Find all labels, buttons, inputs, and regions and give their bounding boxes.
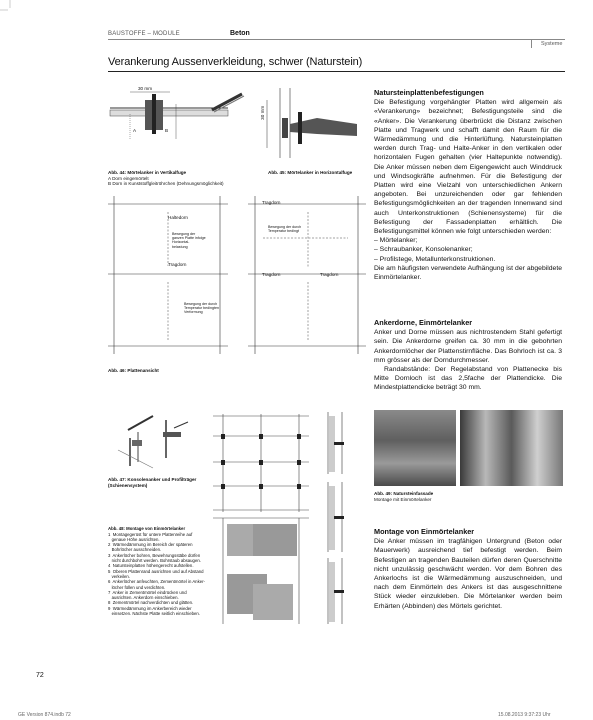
- header-chapter: Beton: [230, 30, 250, 37]
- header-tick: [531, 39, 532, 48]
- figure-44-label-b: B: [165, 128, 169, 133]
- section-1-list-item: – Mörtelanker;: [374, 237, 418, 245]
- figure-49-title: Abb. 49: Natursteinfassade: [374, 491, 434, 496]
- figure-47-drawing: [108, 410, 208, 472]
- figure-44-label-a: A: [133, 128, 137, 133]
- header-section: BAUSTOFFE – MODULE: [108, 31, 180, 37]
- figure-45-dimension: 30 mm: [260, 105, 266, 120]
- section-1-list-item: – Profilstege, Metallunterkonstruktionen.: [374, 255, 496, 263]
- figure-46-label-4: Tragdorn: [262, 272, 281, 277]
- figure-44-line-b: B Dorn in Kunststoffgleitröhrchen (Dehnungsmöglichkeit): [108, 181, 224, 187]
- figure-46-label-3: Tragdorn: [262, 200, 281, 205]
- step-line: 3 Ankerlöcher bohren, Bewehrungsstäbe dürfen: [108, 552, 201, 558]
- figure-46-label-2: Tragdorn: [168, 262, 187, 267]
- step-line: verkeilen.: [108, 573, 130, 579]
- crop-mark-top-left: [0, 0, 20, 20]
- section-3-paragraph: Die Anker müssen im tragfähigen Untergrund (Beton oder Mauerwerk) ausreichend tief befestigt werden. Beim Befestigen an tragenden Bauteilen dürfen deren Querschnitte nicht unzulässig geschwächt werden. Vor dem Bohren des Ankerlochs ist die Wärmedämmung auszuschneiden, und nach dem Einmörteln des Ankers ist das ausgeschnittene Stück wieder einzukleben. Die Mörtelanker werden beim Erhärten (Abbinden) des Mörtels gerichtet.: [374, 538, 562, 610]
- figure-47-caption: [108, 477, 196, 488]
- figure-47-title: Abb. 47: Konsolenanker und Profilträger: [108, 477, 197, 482]
- header-rule: [108, 39, 565, 40]
- title-rule: [108, 71, 565, 72]
- figure-46-label-5: Tragdorn: [320, 272, 339, 277]
- step-line: 5 Oberen Plattenrand ausrichten und auf Abstand: [108, 568, 204, 574]
- section-1-heading: Natursteinplattenbefestigungen: [374, 88, 484, 97]
- figure-49-photo-left: [374, 410, 456, 486]
- figure-49-photo-right: [460, 410, 563, 486]
- page-number: 72: [36, 672, 44, 679]
- figure-49-caption: [374, 491, 433, 502]
- figure-46-label-1: Haltedorn: [168, 215, 188, 220]
- step-line: genaue Höhe ausrichten.: [108, 536, 160, 542]
- section-1-paragraph: Die Befestigung vorgehängter Platten wird allgemein als «Verankerung» bezeichnet; Befestigungsteile sind die «Anker». Die Verankerung überbrückt die Distanz zwischen Platte und Tragwerk und schafft damit den Raum für die Wärmedämmung und die Hinterlüftung. Natursteinplatten werden durch Trag- und Halte-Anker in den vertikalen oder horizontalen Fugen gehalten (vier Haltepunkte notwendig). Die Anker müssen neben dem Eigengewicht auch Winddruck und Windsogkräfte aufnehmen. Für die Befestigung der Platten wird eine Vielzahl von unterschiedlichen Ankern angeboten. Bei unzureichenden oder gar fehlenden Befestigungsmöglichkeiten an der tragenden Innenwand sind auch Unterkonstruktionen (Schienensysteme) für die Befestigung der Fassadenplatten erhältlich. Die Befestigungsmittel können wie folgt unterschieden werden:: [374, 99, 562, 236]
- figure-48-caption: [108, 521, 214, 616]
- step-line: einsetzen. Nächste Platte seitlich einschieben.: [108, 611, 200, 617]
- step-line: 6 Ankerlöcher anfeuchten, Zementmörtel in Anker-: [108, 579, 205, 585]
- figure-44-title: Abb. 44: Mörtelanker in Vertikalfuge: [108, 170, 187, 175]
- figure-46-note-3: Bewegung der durch Temperatur bedingt: [268, 225, 302, 234]
- section-2-heading: Ankerdorne, Einmörtelanker: [374, 318, 473, 327]
- section-2-paragraph-1: Anker und Dorne müssen aus nichtrostendem Stahl gefertigt sein. Die Ankerdorne greifen ca. 30 mm in die gebohrten Ankerdornlöcher der Plattenstirnfläche. Das Bohrloch ist ca. 3 mm grösser als der Dorndurchmesser.: [374, 329, 562, 364]
- step-line: ausrichten. Ankerdorn einschieben.: [108, 595, 179, 601]
- figure-46-note-2: Bewegung der durch Temperatur bedingten Verformung: [184, 302, 219, 315]
- figure-46-note-1: Bewegung der ganzen Platte infolge Horizontal- belastung: [172, 232, 206, 249]
- step-line: 7 Anker in Zementmörtel eindrücken und: [108, 589, 187, 595]
- step-line: löcher füllen und verdichten.: [108, 584, 166, 590]
- figure-49-sub: Montage mit Einmörtelanker: [374, 496, 432, 502]
- figure-45-caption: [268, 170, 368, 176]
- section-2-paragraph-2: Randabstände: Der Regelabstand von Plattenecke bis Mitte Dornloch ist das 2,5fache der Plattendicke. Die Mindestplattendicke beträgt 30 mm.: [374, 366, 562, 392]
- figure-45-title: Abb. 45: Mörtelanker in Horizontalfuge: [268, 170, 353, 175]
- figure-47-sub: (Schienensystem): [108, 482, 148, 488]
- footer-file: GE Version 874.indb 72: [18, 712, 71, 718]
- text-section-3: [374, 527, 562, 611]
- section-1-tail: Die am häufigsten verwendete Aufhängung ist der abgebildete Einmörtelanker.: [374, 264, 562, 282]
- footer-date: 15.08.2013 9:37:23 Uhr: [498, 712, 551, 718]
- header-subsection: Systeme: [541, 41, 563, 47]
- step-line: 1 Montagegerüst für untere Plattenreihe auf: [108, 531, 193, 537]
- section-1-list-item: – Schraubanker, Konsolenanker;: [374, 246, 473, 254]
- figure-46-title: Abb. 46: Plattenansicht: [108, 368, 159, 373]
- step-line: 4 Natursteinplatten höhengerecht aufstellen.: [108, 563, 194, 569]
- page-title: Verankerung Aussenverkleidung, schwer (Naturstein): [108, 56, 363, 68]
- text-section-1: [374, 88, 562, 282]
- figure-46-caption: [108, 368, 159, 374]
- step-line: 8 Zementmörtel nachverdichten und glätten.: [108, 600, 194, 606]
- figure-44-line-a: A Dorn eingemörtelt: [108, 175, 149, 181]
- figure-48-title: Abb. 48: Montage von Einmörtelanker: [108, 526, 186, 532]
- step-line: nicht durchbohrt werden. Bohrstaub absaugen.: [108, 558, 201, 564]
- step-line: Bohrlöcher ausschneiden.: [108, 547, 162, 553]
- figure-44-dimension: 30 mm: [138, 86, 153, 91]
- section-3-heading: Montage von Einmörtelanker: [374, 527, 475, 536]
- step-line: 9 Wärmedämmung im Ankerbereich wieder: [108, 605, 192, 611]
- figure-45-drawing: [212, 88, 362, 160]
- figure-48-drawing-grid: [213, 414, 309, 624]
- text-section-2: [374, 318, 562, 393]
- figure-44-caption: [108, 170, 258, 187]
- figure-48-drawing-section: [322, 412, 352, 624]
- step-line: 2 Wärmedämmung im Bereich der späteren: [108, 542, 193, 548]
